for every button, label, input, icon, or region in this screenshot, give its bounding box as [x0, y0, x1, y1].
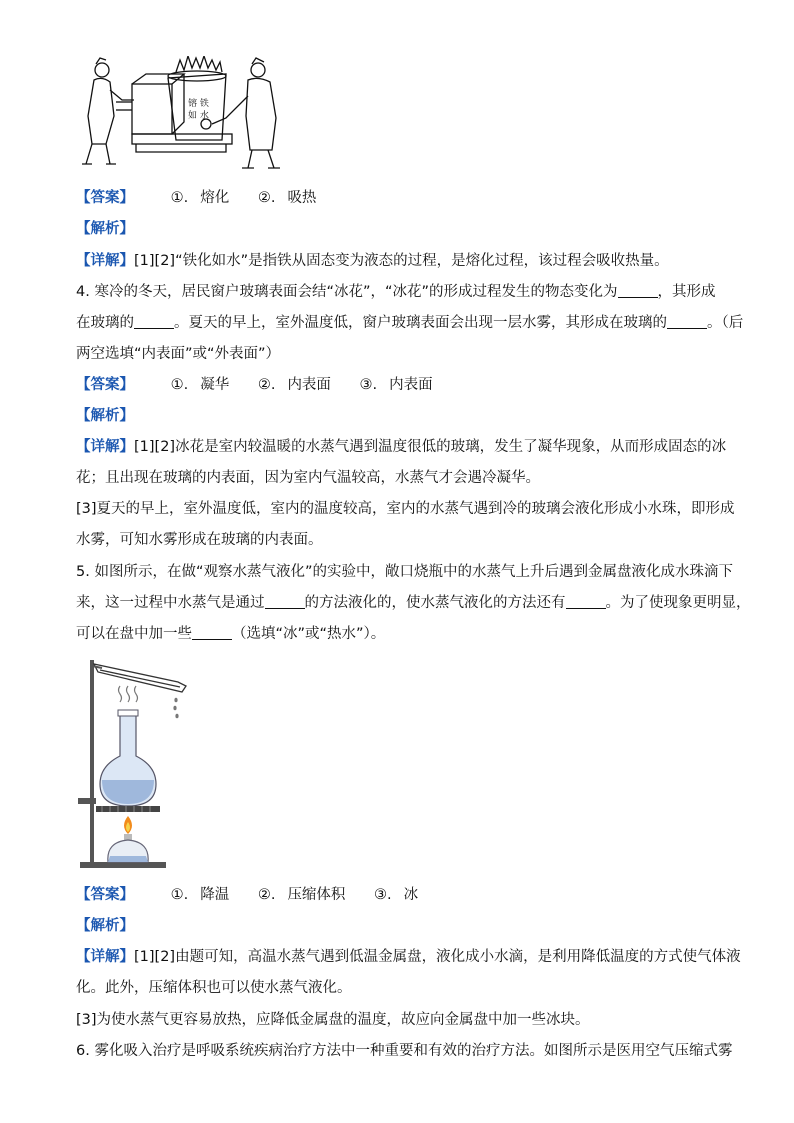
- q3-analysis-label: 【解析】: [76, 221, 134, 237]
- q5-detail-3: [3]为使水蒸气更容易放热，应降低金属盘的温度，故应向金属盘中加一些冰块。: [76, 1012, 590, 1028]
- furnace-text-1: 镕 铁: [188, 99, 209, 109]
- q4-question-line-2: 在玻璃的 。夏天的早上，室外温度低，窗户玻璃表面会出现一层水雾，其形成在玻璃的 。（后: [76, 315, 744, 331]
- q4-answer-1: ①. 凝华: [170, 377, 230, 393]
- q5-question-line-3: 可以在盘中加一些 （选填“冰”或“热水”）。: [76, 626, 386, 642]
- q6-question-line-1: 6. 雾化吸入治疗是呼吸系统疾病治疗方法中一种重要和有效的治疗方法。如图所示是医用空气压缩式雾: [76, 1043, 733, 1059]
- q4-detail-3: [3]夏天的早上，室外温度低，室内的温度较高，室内的水蒸气遇到冷的玻璃会液化形成小水珠，即形成: [76, 501, 735, 517]
- q4-detail-2: 花；且出现在玻璃的内表面，因为室内气温较高，水蒸气才会遇冷凝华。: [76, 470, 540, 486]
- q5-answer-1: ①. 降温: [170, 887, 230, 903]
- q3-answer-line: [76, 188, 316, 208]
- q4-analysis-label: 【解析】: [76, 408, 134, 424]
- q4-answer-3: ③. 内表面: [359, 377, 433, 393]
- q4-answer-line: 【答案】 ①. 凝华 ②. 内表面 ③. 内表面: [76, 377, 433, 393]
- q5-detail-2: 化。此外，压缩体积也可以使水蒸气液化。: [76, 980, 352, 996]
- q5-answer-line: 【答案】 ①. 降温 ②. 压缩体积 ③. 冰: [76, 887, 419, 903]
- q3-answer-2: ②. 吸热: [257, 190, 317, 206]
- q4-question-line-3: 两空选填“内表面”或“外表面”）: [76, 346, 281, 362]
- q5-detail-1: 【详解】[1][2]由题可知，高温水蒸气遇到低温金属盘，液化成小水滴，是利用降低温度的方式使气体液: [76, 949, 741, 965]
- furnace-text-2: 如 水: [188, 111, 209, 121]
- q3-detail: 【详解】[1][2]“铁化如水”是指铁从固态变为液态的过程，是熔化过程，该过程会吸收热量。: [76, 253, 669, 269]
- q4-detail-4: 水雾，可知水雾形成在玻璃的内表面。: [76, 532, 323, 548]
- iron-smelting-illustration: [76, 56, 292, 174]
- answer-label: 【答案】: [76, 190, 134, 206]
- q5-question-line-2: 来，这一过程中水蒸气是通过 的方法液化的，使水蒸气液化的方法还有 。为了使现象更明显，: [76, 595, 751, 611]
- q3-answer-1: ①. 熔化: [170, 190, 230, 206]
- q4-question-line-1: 4. 寒冷的冬天，居民窗户玻璃表面会结“冰花”，“冰花”的形成过程发生的物态变化为 ，其形成: [76, 284, 716, 300]
- q4-answer-2: ②. 内表面: [257, 377, 331, 393]
- q5-answer-3: ③. 冰: [374, 887, 419, 903]
- boiling-flask-with-metal-plate: [78, 656, 190, 870]
- q5-question-line-1: 5. 如图所示，在做“观察水蒸气液化”的实验中，敞口烧瓶中的水蒸气上升后遇到金属盘液化成水珠滴下: [76, 564, 733, 580]
- q5-answer-2: ②. 压缩体积: [257, 887, 346, 903]
- q5-analysis-label: 【解析】: [76, 918, 134, 934]
- q4-detail-1: 【详解】[1][2]冰花是室内较温暖的水蒸气遇到温度很低的玻璃，发生了凝华现象，从而形成固态的冰: [76, 439, 727, 455]
